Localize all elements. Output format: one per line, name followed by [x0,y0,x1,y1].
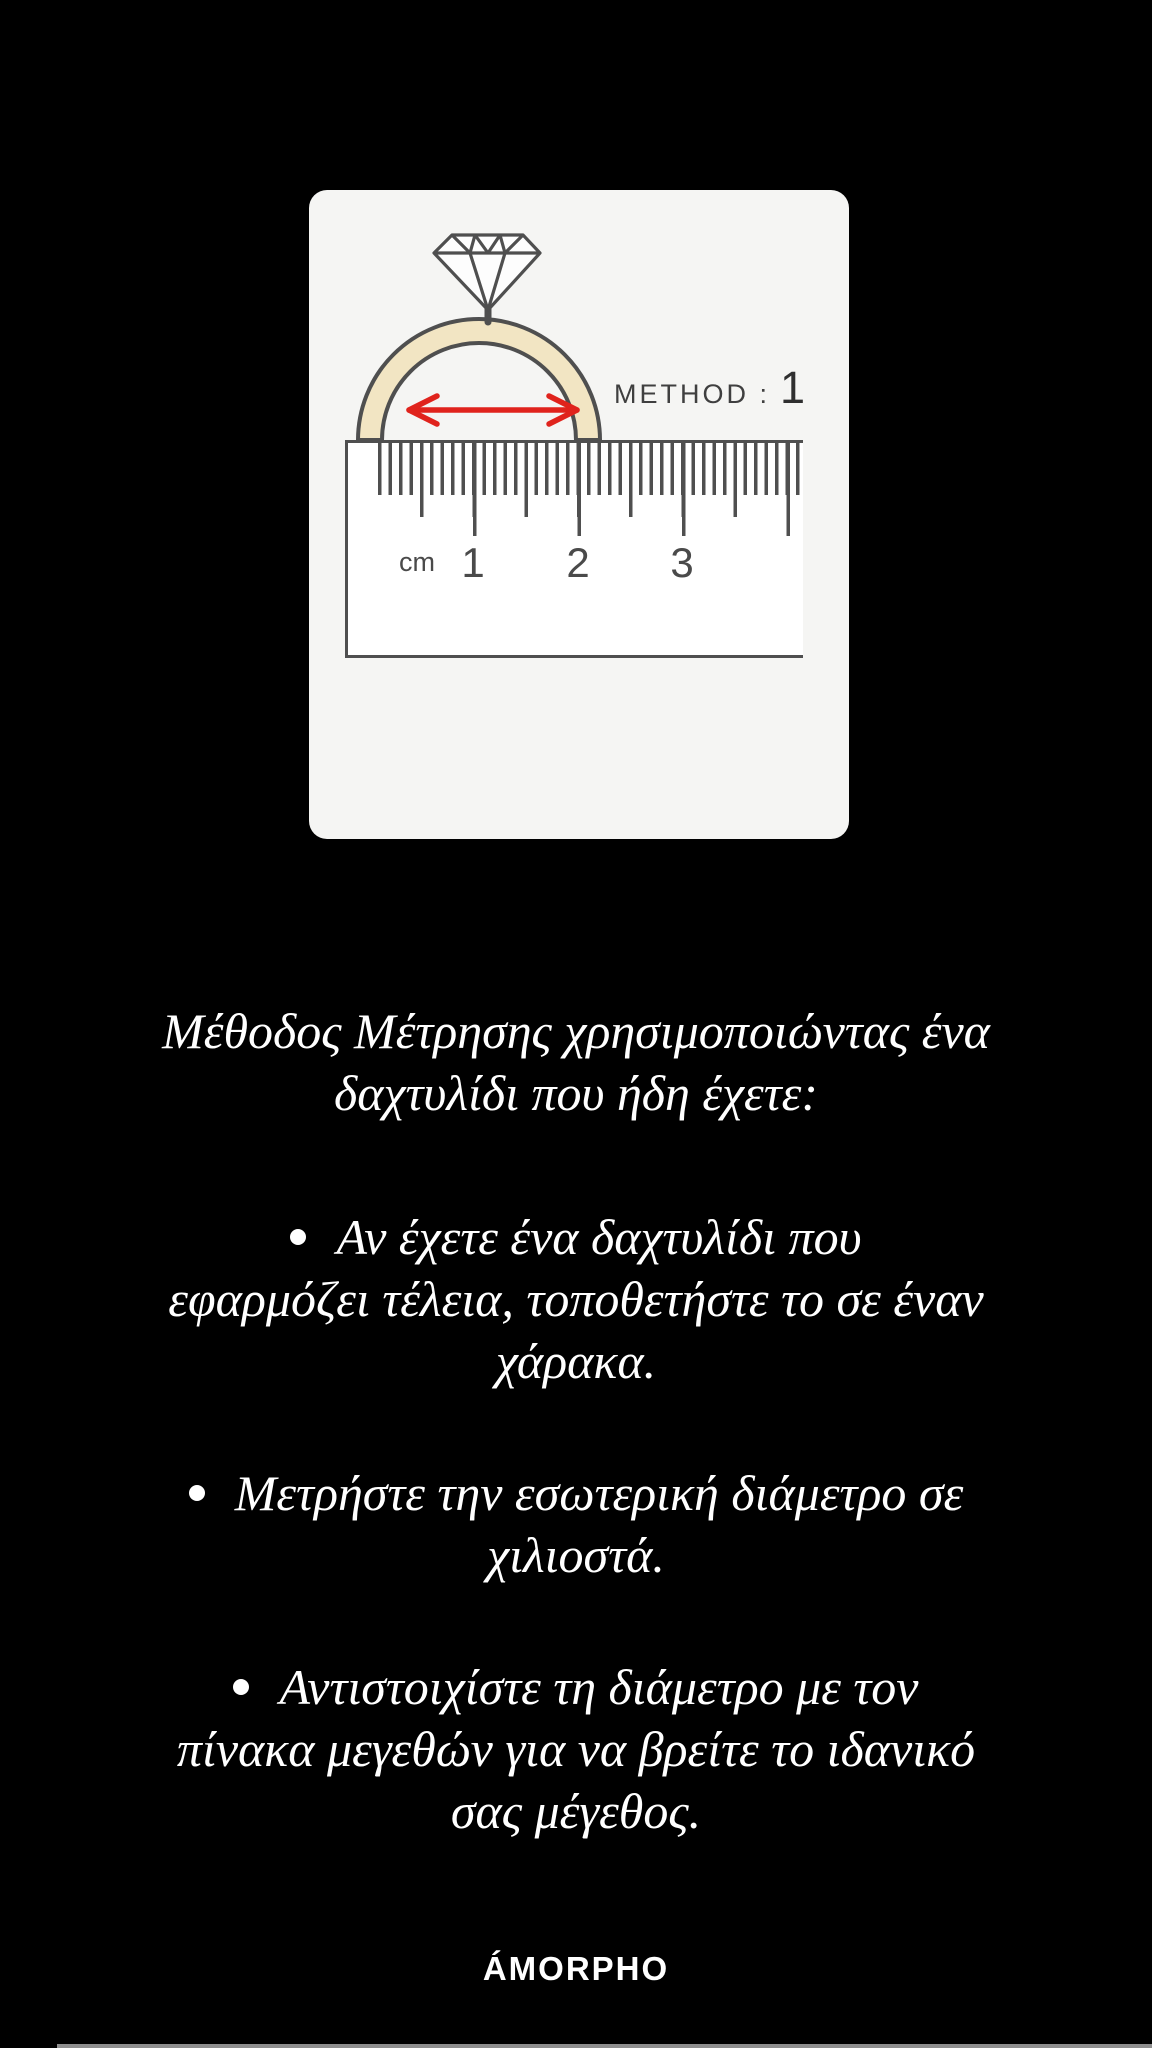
bullet-text: Μετρήστε την εσωτερική διάμετρο σε [234,1465,964,1521]
bullet-text: σας μέγεθος. [450,1783,702,1839]
ruler-number-2: 2 [566,539,590,586]
ruler-unit-label: cm [399,547,435,577]
bullet-item-2 [56,1462,1096,1586]
bullet-item-1 [56,1206,1096,1392]
heading [56,1000,1096,1124]
method-number: 1 [779,362,805,413]
ring-band [358,319,600,440]
video-progress-bar[interactable] [0,2043,1152,2048]
instructions [56,1000,1096,1842]
video-progress-track [57,2044,1152,2048]
bullet-text: Αν έχετε ένα δαχτυλίδι που [336,1209,862,1265]
method-heading [614,362,805,414]
ring-measurement-card [309,190,849,839]
heading-line: Μέθοδος Μέτρησης χρησιμοποιώντας ένα [162,1003,990,1059]
bullet-text: Αντιστοιχίστε τη διάμετρο με τον [279,1659,919,1715]
bullet-text: εφαρμόζει τέλεια, τοποθετήστε το σε έναν [168,1271,984,1327]
bullet-text: χάρακα. [495,1333,657,1389]
ruler [345,440,803,658]
bullet-text: χιλιοστά. [487,1527,665,1583]
diameter-arrow [409,396,577,424]
bullet-item-3 [56,1656,1096,1842]
diamond-icon [434,235,540,310]
bullet-dot [233,1679,249,1695]
bullet-dot [189,1485,205,1501]
ruler-cm-ticks [473,443,793,536]
ruler-number-1: 1 [461,539,485,586]
bullet-text: πίνακα μεγεθών για να βρείτε το ιδανικό [176,1721,976,1777]
method-label: METHOD : [613,379,770,409]
bullet-dot [290,1229,306,1245]
brand-logo-text: ÁMORPHO [482,1950,670,1987]
ruler-number-3: 3 [670,539,694,586]
heading-line: δαχτυλίδι που ήδη έχετε: [333,1065,818,1121]
